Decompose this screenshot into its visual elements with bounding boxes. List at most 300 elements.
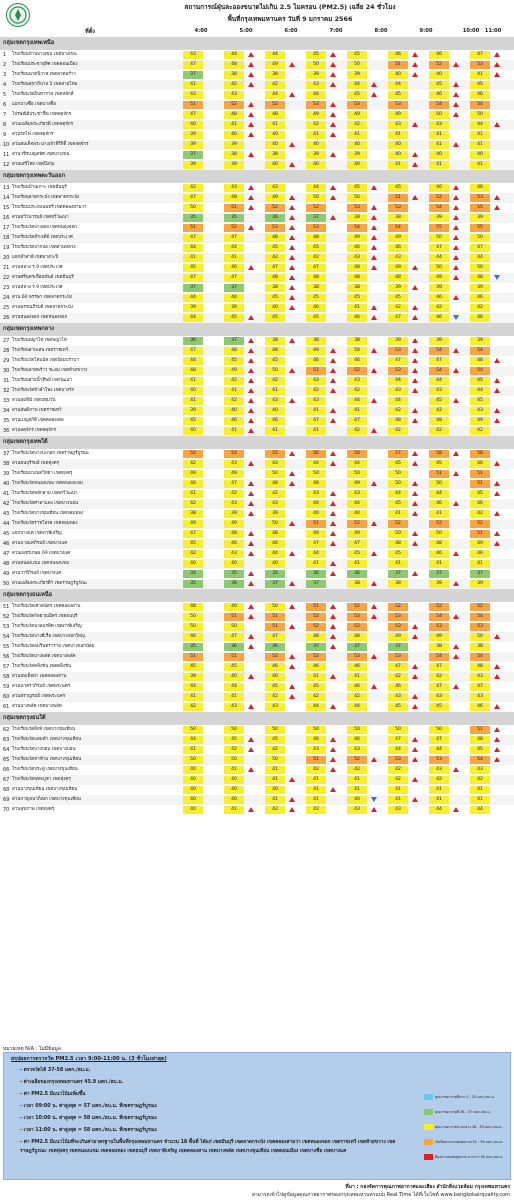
triangle-up-icon xyxy=(453,102,459,107)
pm25-value-cell: 40 xyxy=(265,131,285,139)
pm25-value-cell: 42 xyxy=(224,81,244,89)
triangle-up-icon xyxy=(330,358,336,363)
triangle-up-icon xyxy=(453,551,459,556)
pm25-value-cell: 49 xyxy=(347,111,367,119)
pm25-value-cell: 52 xyxy=(224,224,244,232)
station-name: โรงเรียนนาคนิวาส เขตลาดพร้าว xyxy=(12,72,76,77)
pm25-value-cell: 41 xyxy=(224,254,244,262)
pm25-value-cell: 51 xyxy=(429,470,449,478)
pm25-value-cell: 54 xyxy=(429,101,449,109)
station-row xyxy=(0,682,514,692)
triangle-up-icon xyxy=(494,418,500,423)
triangle-up-icon xyxy=(494,531,500,536)
pm25-value-cell: 45 xyxy=(347,51,367,59)
pm25-value-cell: 41 xyxy=(183,397,203,405)
pm25-value-cell: 49 xyxy=(224,470,244,478)
pm25-value-cell: 41 xyxy=(429,786,449,794)
pm25-value-cell: 40 xyxy=(183,776,203,784)
station-row xyxy=(0,509,514,519)
pm25-value-cell: 44 xyxy=(388,490,408,498)
triangle-up-icon xyxy=(289,295,295,300)
pm25-value-cell: 48 xyxy=(388,540,408,548)
triangle-up-icon xyxy=(289,195,295,200)
station-number: 35 xyxy=(3,418,10,424)
pm25-value-cell: 41 xyxy=(429,131,449,139)
pm25-value-cell: 40 xyxy=(265,560,285,568)
pm25-value-cell: 50 xyxy=(224,756,244,764)
pm25-value-cell: 50 xyxy=(429,480,449,488)
station-name: สวนพรรณภิรมย์ เขตลาดกระบัง xyxy=(12,305,74,310)
pm25-value-cell: 55 xyxy=(429,224,449,232)
triangle-up-icon xyxy=(494,205,500,210)
pm25-value-cell: 39 xyxy=(347,151,367,159)
triangle-up-icon xyxy=(248,378,254,383)
triangle-up-icon xyxy=(453,235,459,240)
triangle-up-icon xyxy=(330,644,336,649)
pm25-value-cell: 41 xyxy=(470,560,490,568)
pm25-value-cell: 43 xyxy=(347,254,367,262)
station-number: 32 xyxy=(3,388,10,394)
pm25-value-cell: 38 xyxy=(347,214,367,222)
station-number: 37 xyxy=(3,451,10,457)
pm25-value-cell: 37 xyxy=(470,570,490,578)
station-number: 12 xyxy=(3,162,10,168)
pm25-value-cell: 47 xyxy=(388,663,408,671)
station-row xyxy=(0,662,514,672)
legend-swatch xyxy=(424,1124,433,1130)
time-column-header: 5:00 xyxy=(239,28,253,34)
pm25-value-cell: 50 xyxy=(265,470,285,478)
triangle-up-icon xyxy=(412,348,418,353)
station-row xyxy=(0,642,514,652)
station-number: 39 xyxy=(3,471,10,477)
pm25-value-cell: 48 xyxy=(388,274,408,282)
station-name: สวนสมเด็จย่า เขตคลองสาน xyxy=(12,674,67,679)
pm25-value-cell: 52 xyxy=(224,101,244,109)
pm25-value-cell: 43 xyxy=(265,397,285,405)
station-number: 20 xyxy=(3,255,10,261)
pm25-value-cell: 41 xyxy=(347,304,367,312)
triangle-up-icon xyxy=(453,205,459,210)
triangle-down-icon xyxy=(494,275,500,280)
pm25-value-cell: 44 xyxy=(429,746,449,754)
pm25-value-cell: 52 xyxy=(470,520,490,528)
pm25-value-cell: 39 xyxy=(183,304,203,312)
pm25-value-cell: 44 xyxy=(429,254,449,262)
station-name: โรงเรียนวัดโสมนัส เขตป้อมปราบฯ xyxy=(12,358,79,363)
triangle-up-icon xyxy=(494,72,500,77)
pm25-value-cell: 51 xyxy=(265,623,285,631)
pm25-value-cell: 47 xyxy=(470,244,490,252)
pm25-value-cell: 41 xyxy=(347,407,367,415)
pm25-value-cell: 39 xyxy=(429,337,449,345)
pm25-value-cell: 50 xyxy=(388,470,408,478)
pm25-value-cell: 41 xyxy=(388,560,408,568)
station-row xyxy=(0,346,514,356)
pm25-value-cell: 51 xyxy=(183,101,203,109)
triangle-up-icon xyxy=(289,275,295,280)
pm25-value-cell: 44 xyxy=(224,244,244,252)
pm25-value-cell: 46 xyxy=(347,683,367,691)
triangle-up-icon xyxy=(412,368,418,373)
pm25-value-cell: 51 xyxy=(388,61,408,69)
pm25-value-cell: 45 xyxy=(265,736,285,744)
triangle-up-icon xyxy=(412,704,418,709)
pm25-value-cell: 50 xyxy=(347,470,367,478)
pm25-value-cell: 41 xyxy=(306,796,326,804)
triangle-up-icon xyxy=(330,614,336,619)
pm25-value-cell: 49 xyxy=(306,111,326,119)
triangle-up-icon xyxy=(494,727,500,732)
pm25-value-cell: 42 xyxy=(347,387,367,395)
station-row xyxy=(0,602,514,612)
station-row xyxy=(0,313,514,323)
summary-item: - เวลา 10:00 น. ค่าสูงสุด = 58 มคก./ลบ.ม. ที่เขตราษฎร์บูรณะ xyxy=(20,1116,158,1121)
station-number: 57 xyxy=(3,664,10,670)
pm25-value-cell: 50 xyxy=(388,726,408,734)
pm25-value-cell: 51 xyxy=(306,367,326,375)
pm25-value-cell: 47 xyxy=(429,663,449,671)
pm25-value-cell: 43 xyxy=(224,184,244,192)
pm25-value-cell: 46 xyxy=(347,663,367,671)
station-number: 31 xyxy=(3,378,10,384)
pm25-value-cell: 48 xyxy=(429,540,449,548)
pm25-value-cell: 36 xyxy=(265,214,285,222)
triangle-up-icon xyxy=(412,634,418,639)
pm25-value-cell: 40 xyxy=(347,141,367,149)
station-name: สวนนาคราภิรมย์ เขตพระนคร xyxy=(12,684,71,689)
pm25-value-cell: 52 xyxy=(429,194,449,202)
pm25-value-cell: 40 xyxy=(388,141,408,149)
station-name: โรงเรียนวัดบางบอน เขตบางบอน xyxy=(12,747,76,752)
triangle-up-icon xyxy=(248,265,254,270)
pm25-value-cell: 54 xyxy=(470,347,490,355)
pm25-value-cell: 42 xyxy=(388,766,408,774)
triangle-up-icon xyxy=(248,62,254,67)
pm25-value-cell: 49 xyxy=(224,520,244,528)
pm25-value-cell: 43 xyxy=(306,377,326,385)
triangle-up-icon xyxy=(453,295,459,300)
pm25-value-cell: 42 xyxy=(265,377,285,385)
group-header: กลุ่มเขตกรุงเทพกลาง xyxy=(0,323,514,336)
triangle-up-icon xyxy=(289,162,295,167)
triangle-up-icon xyxy=(412,531,418,536)
triangle-up-icon xyxy=(289,398,295,403)
pm25-value-cell: 46 xyxy=(306,357,326,365)
pm25-value-cell: 42 xyxy=(265,254,285,262)
pm25-value-cell: 38 xyxy=(265,337,285,345)
station-name: สวนลุมพินี เขตปทุมวัน xyxy=(12,398,56,403)
station-name: สวนหนองแขม เขตหนองแขม xyxy=(12,561,70,566)
triangle-up-icon xyxy=(289,215,295,220)
pm25-value-cell: 42 xyxy=(470,510,490,518)
pm25-value-cell: 48 xyxy=(224,61,244,69)
pm25-value-cell: 54 xyxy=(429,347,449,355)
pm25-value-cell: 46 xyxy=(429,51,449,59)
pm25-value-cell: 43 xyxy=(265,500,285,508)
pm25-value-cell: 46 xyxy=(388,51,408,59)
pm25-value-cell: 53 xyxy=(347,613,367,621)
station-number: 53 xyxy=(3,624,10,630)
pm25-value-cell: 50 xyxy=(183,613,203,621)
pm25-value-cell: 43 xyxy=(224,500,244,508)
pm25-value-cell: 36 xyxy=(347,570,367,578)
triangle-up-icon xyxy=(412,152,418,157)
pm25-value-cell: 36 xyxy=(183,337,203,345)
triangle-up-icon xyxy=(494,747,500,752)
station-name: โรงเรียนวัดบางเตย เขตหนองจอก xyxy=(12,225,77,230)
station-name: โรงเรียนสามเสน เขตราชเทวี xyxy=(12,348,69,353)
pm25-value-cell: 42 xyxy=(224,746,244,754)
pm25-value-cell: 47 xyxy=(224,633,244,641)
legend-swatch xyxy=(424,1139,433,1145)
pm25-value-cell: 41 xyxy=(429,560,449,568)
station-number: 58 xyxy=(3,674,10,680)
pm25-value-cell: 50 xyxy=(347,347,367,355)
pm25-value-cell: 47 xyxy=(429,357,449,365)
pm25-value-cell: 54 xyxy=(347,224,367,232)
triangle-up-icon xyxy=(248,52,254,57)
station-number: 13 xyxy=(3,185,10,191)
triangle-up-icon xyxy=(453,451,459,456)
pm25-value-cell: 40 xyxy=(265,304,285,312)
pm25-value-cell: 44 xyxy=(470,387,490,395)
station-row xyxy=(0,356,514,366)
website-note: สามารถเข้าไปดูข้อมูลคุณภาพอากาศของกรุงเทพมหานครแบบ Real Time ได้ที่เว็บไซต์ www.bangkokairquality.com xyxy=(251,1192,510,1198)
pm25-value-cell: 41 xyxy=(183,81,203,89)
pm25-value-cell: 45 xyxy=(306,244,326,252)
triangle-up-icon xyxy=(289,797,295,802)
triangle-up-icon xyxy=(412,694,418,699)
pm25-value-cell: 45 xyxy=(224,736,244,744)
station-row xyxy=(0,233,514,243)
triangle-up-icon xyxy=(412,358,418,363)
triangle-up-icon xyxy=(494,634,500,639)
triangle-up-icon xyxy=(412,62,418,67)
summary-item: - ค่า PM2.5 มีแนวโน้มเพิ่มขึ้น xyxy=(20,1092,86,1097)
pm25-value-cell: 56 xyxy=(306,450,326,458)
triangle-up-icon xyxy=(371,305,377,310)
pm25-value-cell: 43 xyxy=(470,407,490,415)
pm25-value-cell: 46 xyxy=(429,550,449,558)
triangle-up-icon xyxy=(248,461,254,466)
pm25-value-cell: 42 xyxy=(347,427,367,435)
report-header xyxy=(0,0,514,28)
triangle-up-icon xyxy=(330,102,336,107)
station-row xyxy=(0,795,514,805)
pm25-value-cell: 41 xyxy=(429,161,449,169)
pm25-value-cell: 50 xyxy=(429,234,449,242)
triangle-up-icon xyxy=(494,122,500,127)
triangle-up-icon xyxy=(453,348,459,353)
pm25-value-cell: 42 xyxy=(388,304,408,312)
pm25-value-cell: 49 xyxy=(388,111,408,119)
pm25-value-cell: 47 xyxy=(224,480,244,488)
triangle-up-icon xyxy=(494,408,500,413)
pm25-value-cell: 45 xyxy=(347,91,367,99)
group-header: กลุ่มเขตกรุงเทพเหนือ xyxy=(0,37,514,50)
pm25-value-cell: 44 xyxy=(347,397,367,405)
pm25-value-cell: 41 xyxy=(306,427,326,435)
pm25-value-cell: 48 xyxy=(306,274,326,282)
pm25-value-cell: 39 xyxy=(183,131,203,139)
pm25-value-cell: 48 xyxy=(347,264,367,272)
pm25-value-cell: 50 xyxy=(183,756,203,764)
legend-label: คุณภาพอากาศปานกลาง 38 - 50 มคก./ลบ.ม. xyxy=(435,1125,503,1129)
station-name: สวนสุขภาพ เขตทุ่งครุ xyxy=(12,807,55,812)
triangle-up-icon xyxy=(289,777,295,782)
pm25-value-cell: 51 xyxy=(306,756,326,764)
pm25-value-cell: 40 xyxy=(429,151,449,159)
pm25-value-cell: 40 xyxy=(347,161,367,169)
report-title: สถานการณ์ฝุ่นละอองขนาดไม่เกิน 2.5 ไมครอน (PM2.5) เฉลี่ย 24 ชั่วโมง xyxy=(184,3,396,11)
pm25-value-cell: 54 xyxy=(429,367,449,375)
triangle-up-icon xyxy=(289,807,295,812)
pm25-value-cell: 50 xyxy=(265,603,285,611)
triangle-up-icon xyxy=(289,654,295,659)
station-name: โรงเรียนสายน้ำทิพย์ เขตวัฒนา xyxy=(12,378,72,383)
pm25-value-cell: 41 xyxy=(183,490,203,498)
triangle-up-icon xyxy=(453,654,459,659)
site-column-header: ที่ตั้ง xyxy=(85,29,95,35)
pm25-value-cell: 52 xyxy=(306,653,326,661)
pm25-value-cell: 41 xyxy=(306,786,326,794)
pm25-value-cell: 48 xyxy=(388,417,408,425)
triangle-up-icon xyxy=(371,348,377,353)
station-row xyxy=(0,489,514,499)
triangle-up-icon xyxy=(289,205,295,210)
triangle-up-icon xyxy=(371,225,377,230)
pm25-value-cell: 41 xyxy=(183,377,203,385)
triangle-up-icon xyxy=(494,461,500,466)
pm25-value-cell: 48 xyxy=(265,111,285,119)
triangle-up-icon xyxy=(371,255,377,260)
pm25-value-cell: 46 xyxy=(470,294,490,302)
station-number: 24 xyxy=(3,295,10,301)
pm25-value-cell: 48 xyxy=(429,417,449,425)
summary-box xyxy=(3,1052,511,1180)
pm25-value-cell: 43 xyxy=(306,490,326,498)
triangle-up-icon xyxy=(248,122,254,127)
pm25-value-cell: 45 xyxy=(429,460,449,468)
pm25-value-cell: 39 xyxy=(470,337,490,345)
pm25-value-cell: 45 xyxy=(470,490,490,498)
pm25-value-cell: 40 xyxy=(265,407,285,415)
pm25-value-cell: 44 xyxy=(429,490,449,498)
triangle-up-icon xyxy=(330,52,336,57)
triangle-up-icon xyxy=(248,102,254,107)
triangle-up-icon xyxy=(412,571,418,576)
pm25-value-cell: 44 xyxy=(183,736,203,744)
pm25-value-cell: 43 xyxy=(429,387,449,395)
pm25-value-cell: 53 xyxy=(470,194,490,202)
triangle-up-icon xyxy=(330,122,336,127)
pm25-value-cell: 53 xyxy=(388,756,408,764)
station-row xyxy=(0,273,514,283)
pm25-value-cell: 49 xyxy=(388,633,408,641)
pm25-value-cell: 53 xyxy=(470,623,490,631)
pm25-value-cell: 44 xyxy=(470,806,490,814)
pm25-value-cell: 36 xyxy=(224,580,244,588)
triangle-up-icon xyxy=(453,225,459,230)
station-row xyxy=(0,303,514,313)
pm25-value-cell: 41 xyxy=(347,786,367,794)
pm25-value-cell: 46 xyxy=(470,500,490,508)
triangle-up-icon xyxy=(248,541,254,546)
station-row xyxy=(0,140,514,150)
triangle-up-icon xyxy=(289,624,295,629)
triangle-up-icon xyxy=(248,747,254,752)
pm25-value-cell: 48 xyxy=(470,736,490,744)
triangle-up-icon xyxy=(248,388,254,393)
pm25-value-cell: 47 xyxy=(183,274,203,282)
triangle-up-icon xyxy=(248,551,254,556)
station-name: โรงเรียนวัดบางขุนเทียน เขตจอมทอง xyxy=(12,511,84,516)
pm25-value-cell: 44 xyxy=(388,746,408,754)
triangle-up-icon xyxy=(289,265,295,270)
pm25-value-cell: 42 xyxy=(306,387,326,395)
station-number: 40 xyxy=(3,481,10,487)
pm25-value-cell: 40 xyxy=(306,510,326,518)
pm25-value-cell: 44 xyxy=(347,703,367,711)
pm25-value-cell: 51 xyxy=(470,470,490,478)
triangle-up-icon xyxy=(248,674,254,679)
station-row xyxy=(0,449,514,459)
pm25-value-cell: 47 xyxy=(265,264,285,272)
triangle-up-icon xyxy=(412,418,418,423)
triangle-up-icon xyxy=(371,368,377,373)
pm25-value-cell: 53 xyxy=(347,101,367,109)
pm25-value-cell: 48 xyxy=(265,480,285,488)
summary-item: - เวลา 09:00 น. ค่าสูงสุด = 57 มคก./ลบ.ม. ที่เขตราษฎร์บูรณะ xyxy=(20,1104,158,1109)
pm25-value-cell: 37 xyxy=(265,580,285,588)
pm25-value-cell: 49 xyxy=(347,480,367,488)
station-row xyxy=(0,725,514,735)
station-row xyxy=(0,529,514,539)
pm25-value-cell: 38 xyxy=(224,71,244,79)
source-note: ที่มา : กองจัดการคุณภาพอากาศและเสียง สำนักสิ่งแวดล้อม กรุงเทพมหานคร xyxy=(345,1184,510,1190)
pm25-value-cell: 35 xyxy=(224,214,244,222)
station-name: โรงเรียนวัดท่าข้าม เขตบางขุนเทียน xyxy=(12,757,82,762)
pm25-value-cell: 47 xyxy=(388,314,408,322)
station-row xyxy=(0,775,514,785)
station-name: โรงเรียนวัดตลิ่งชัน เขตตลิ่งชัน xyxy=(12,664,72,669)
station-name: โรงเรียนวัดศาลาแดง เขตบางบอน xyxy=(12,501,79,506)
station-name: โรงเรียนวัดนวลนรดิศ เขตภาษีเจริญ xyxy=(12,624,82,629)
triangle-up-icon xyxy=(289,255,295,260)
pm25-value-cell: 46 xyxy=(224,264,244,272)
pm25-value-cell: 50 xyxy=(224,726,244,734)
pm25-value-cell: 40 xyxy=(224,796,244,804)
station-number: 26 xyxy=(3,315,10,321)
pm25-value-cell: 43 xyxy=(429,693,449,701)
pm25-value-cell: 43 xyxy=(470,673,490,681)
pm25-value-cell: 35 xyxy=(265,570,285,578)
pm25-value-cell: 49 xyxy=(306,347,326,355)
pm25-value-cell: 40 xyxy=(388,151,408,159)
pm25-value-cell: 47 xyxy=(224,274,244,282)
triangle-up-icon xyxy=(248,72,254,77)
pm25-value-cell: 47 xyxy=(470,683,490,691)
legend-item xyxy=(424,1108,512,1116)
station-number: 36 xyxy=(3,428,10,434)
pm25-value-cell: 46 xyxy=(306,663,326,671)
station-name: สวนเฉลิมพระเกียรติฯ เขตราษฎร์บูรณะ xyxy=(12,581,88,586)
pm25-value-cell: 44 xyxy=(388,377,408,385)
pm25-value-cell: 35 xyxy=(224,570,244,578)
station-row xyxy=(0,366,514,376)
triangle-up-icon xyxy=(289,338,295,343)
